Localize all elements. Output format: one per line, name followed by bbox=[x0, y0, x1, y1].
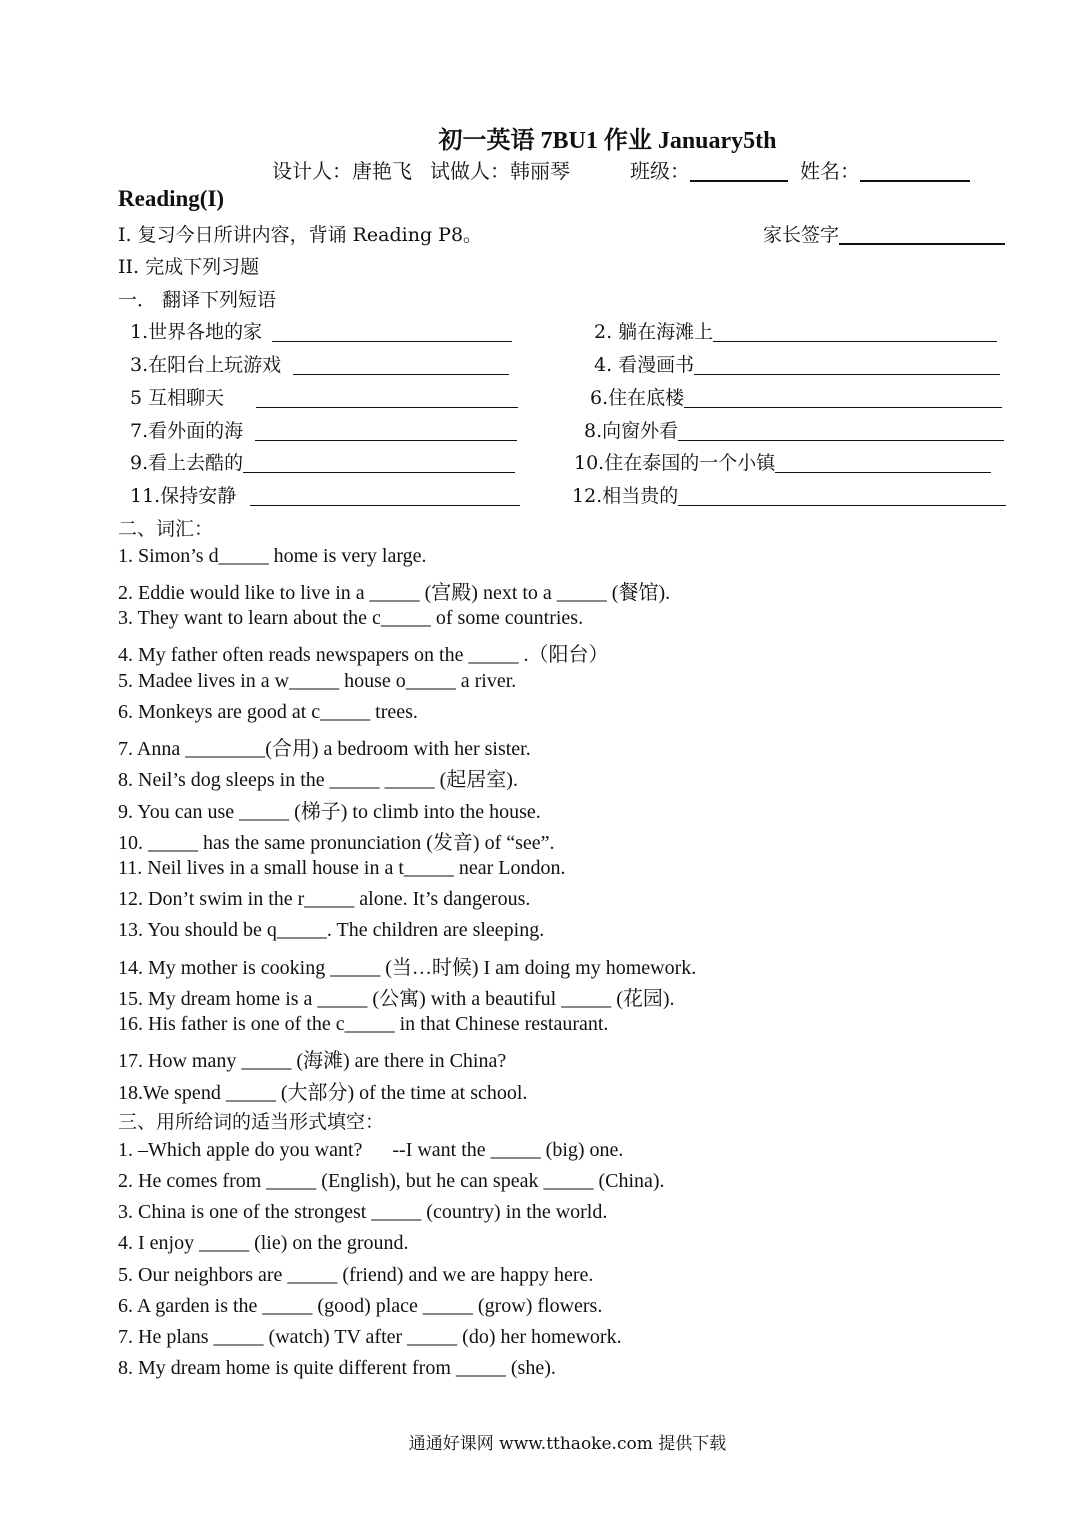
vocab-item: 15. My dream home is a _____ (公寓) with a beautiful _____ (花园). bbox=[118, 988, 675, 1010]
vocab-item: 3. They want to learn about the c_____ of some countries. bbox=[118, 607, 584, 629]
answer-blank[interactable] bbox=[678, 487, 1006, 506]
form-item: 1. –Which apple do you want? --I want the _____ (big) one. bbox=[118, 1139, 624, 1161]
form-item: 7. He plans _____ (watch) TV after _____ (do) her homework. bbox=[118, 1326, 622, 1348]
vocab-item: 10. _____ has the same pronunciation (发音) of “see”. bbox=[118, 832, 555, 854]
phrase-item: 4. 看漫画书 bbox=[594, 350, 1000, 377]
form-item: 5. Our neighbors are _____ (friend) and we are happy here. bbox=[118, 1264, 594, 1286]
signature-label: 家长签字 bbox=[763, 224, 840, 246]
form-item: 3. China is one of the strongest _____ (country) in the world. bbox=[118, 1201, 608, 1223]
name-label: 姓名： bbox=[800, 159, 860, 183]
phrase-item: 8.向窗外看 bbox=[584, 416, 1004, 443]
vocab-item: 11. Neil lives in a small house in a t_____ near London. bbox=[118, 857, 566, 879]
class-label: 班级： bbox=[630, 159, 690, 183]
part3-heading: 三、用所给词的适当形式填空： bbox=[118, 1111, 385, 1133]
vocab-item: 2. Eddie would like to live in a _____ (宫殿) next to a _____ (餐馆). bbox=[118, 582, 671, 604]
instruction-exercises: II. 完成下列习题 bbox=[118, 256, 260, 278]
vocab-item: 9. You can use _____ (梯子) to climb into the house. bbox=[118, 801, 541, 823]
vocab-item: 5. Madee lives in a w_____ house o_____ a river. bbox=[118, 670, 517, 692]
answer-blank[interactable] bbox=[293, 356, 509, 375]
answer-blank[interactable] bbox=[775, 454, 991, 473]
vocab-item: 1. Simon’s d_____ home is very large. bbox=[118, 545, 427, 567]
part2-heading: 二、词汇： bbox=[118, 518, 214, 540]
vocab-item: 8. Neil’s dog sleeps in the _____ _____ (起居室). bbox=[118, 769, 518, 791]
page-footer: 通通好课网 www.tthaoke.com 提供下载 bbox=[408, 1434, 727, 1454]
phrase-item: 7.看外面的海 bbox=[130, 416, 517, 443]
vocab-item: 16. His father is one of the c_____ in that Chinese restaurant. bbox=[118, 1013, 609, 1035]
signature-blank[interactable] bbox=[839, 243, 1005, 245]
vocab-item: 14. My mother is cooking _____ (当…时候) I am doing my homework. bbox=[118, 957, 697, 979]
vocab-item: 6. Monkeys are good at c_____ trees. bbox=[118, 701, 418, 723]
phrase-item: 5 互相聊天 bbox=[130, 383, 518, 410]
form-item: 4. I enjoy _____ (lie) on the ground. bbox=[118, 1232, 409, 1254]
answer-blank[interactable] bbox=[678, 422, 1004, 441]
instruction-review: I. 复习今日所讲内容，背诵 Reading P8。 bbox=[118, 224, 483, 246]
name-blank[interactable] bbox=[860, 180, 970, 182]
tester-label: 试做人：韩丽琴 bbox=[430, 159, 570, 183]
phrase-item: 10.住在泰国的一个小镇 bbox=[574, 448, 991, 475]
vocab-item: 17. How many _____ (海滩) are there in China? bbox=[118, 1050, 507, 1072]
vocab-item: 12. Don’t swim in the r_____ alone. It’s dangerous. bbox=[118, 888, 531, 910]
answer-blank[interactable] bbox=[250, 487, 520, 506]
section-title: Reading(I) bbox=[118, 186, 225, 211]
phrase-item: 12.相当贵的 bbox=[572, 481, 1006, 508]
phrase-item: 11.保持安静 bbox=[130, 481, 520, 508]
phrase-item: 1.世界各地的家 bbox=[130, 317, 512, 344]
answer-blank[interactable] bbox=[272, 323, 512, 342]
vocab-item: 13. You should be q_____. The children are sleeping. bbox=[118, 919, 545, 941]
answer-blank[interactable] bbox=[256, 389, 518, 408]
part1-heading: 一． 翻译下列短语 bbox=[118, 289, 277, 311]
form-item: 2. He comes from _____ (English), but he can speak _____ (China). bbox=[118, 1170, 665, 1192]
page-title: 初一英语 7BU1 作业 January5th bbox=[438, 128, 777, 154]
designer-label: 设计人：唐艳飞 bbox=[272, 159, 412, 183]
answer-blank[interactable] bbox=[694, 356, 1000, 375]
parent-signature bbox=[763, 220, 1005, 247]
answer-blank[interactable] bbox=[243, 454, 515, 473]
class-blank[interactable] bbox=[690, 180, 788, 182]
answer-blank[interactable] bbox=[713, 323, 997, 342]
answer-blank[interactable] bbox=[255, 422, 517, 441]
form-item: 6. A garden is the _____ (good) place _____ (grow) flowers. bbox=[118, 1295, 603, 1317]
phrase-item: 2. 躺在海滩上 bbox=[594, 317, 997, 344]
vocab-item: 4. My father often reads newspapers on the _____ .（阳台） bbox=[118, 644, 609, 666]
vocab-item: 7. Anna ________(合用) a bedroom with her sister. bbox=[118, 738, 531, 760]
phrase-item: 3.在阳台上玩游戏 bbox=[130, 350, 509, 377]
phrase-item: 9.看上去酷的 bbox=[130, 448, 515, 475]
answer-blank[interactable] bbox=[684, 389, 1002, 408]
phrase-item: 6.住在底楼 bbox=[590, 383, 1002, 410]
vocab-item: 18.We spend _____ (大部分) of the time at school. bbox=[118, 1082, 528, 1104]
form-item: 8. My dream home is quite different from _____ (she). bbox=[118, 1357, 556, 1379]
header-info bbox=[272, 155, 970, 184]
